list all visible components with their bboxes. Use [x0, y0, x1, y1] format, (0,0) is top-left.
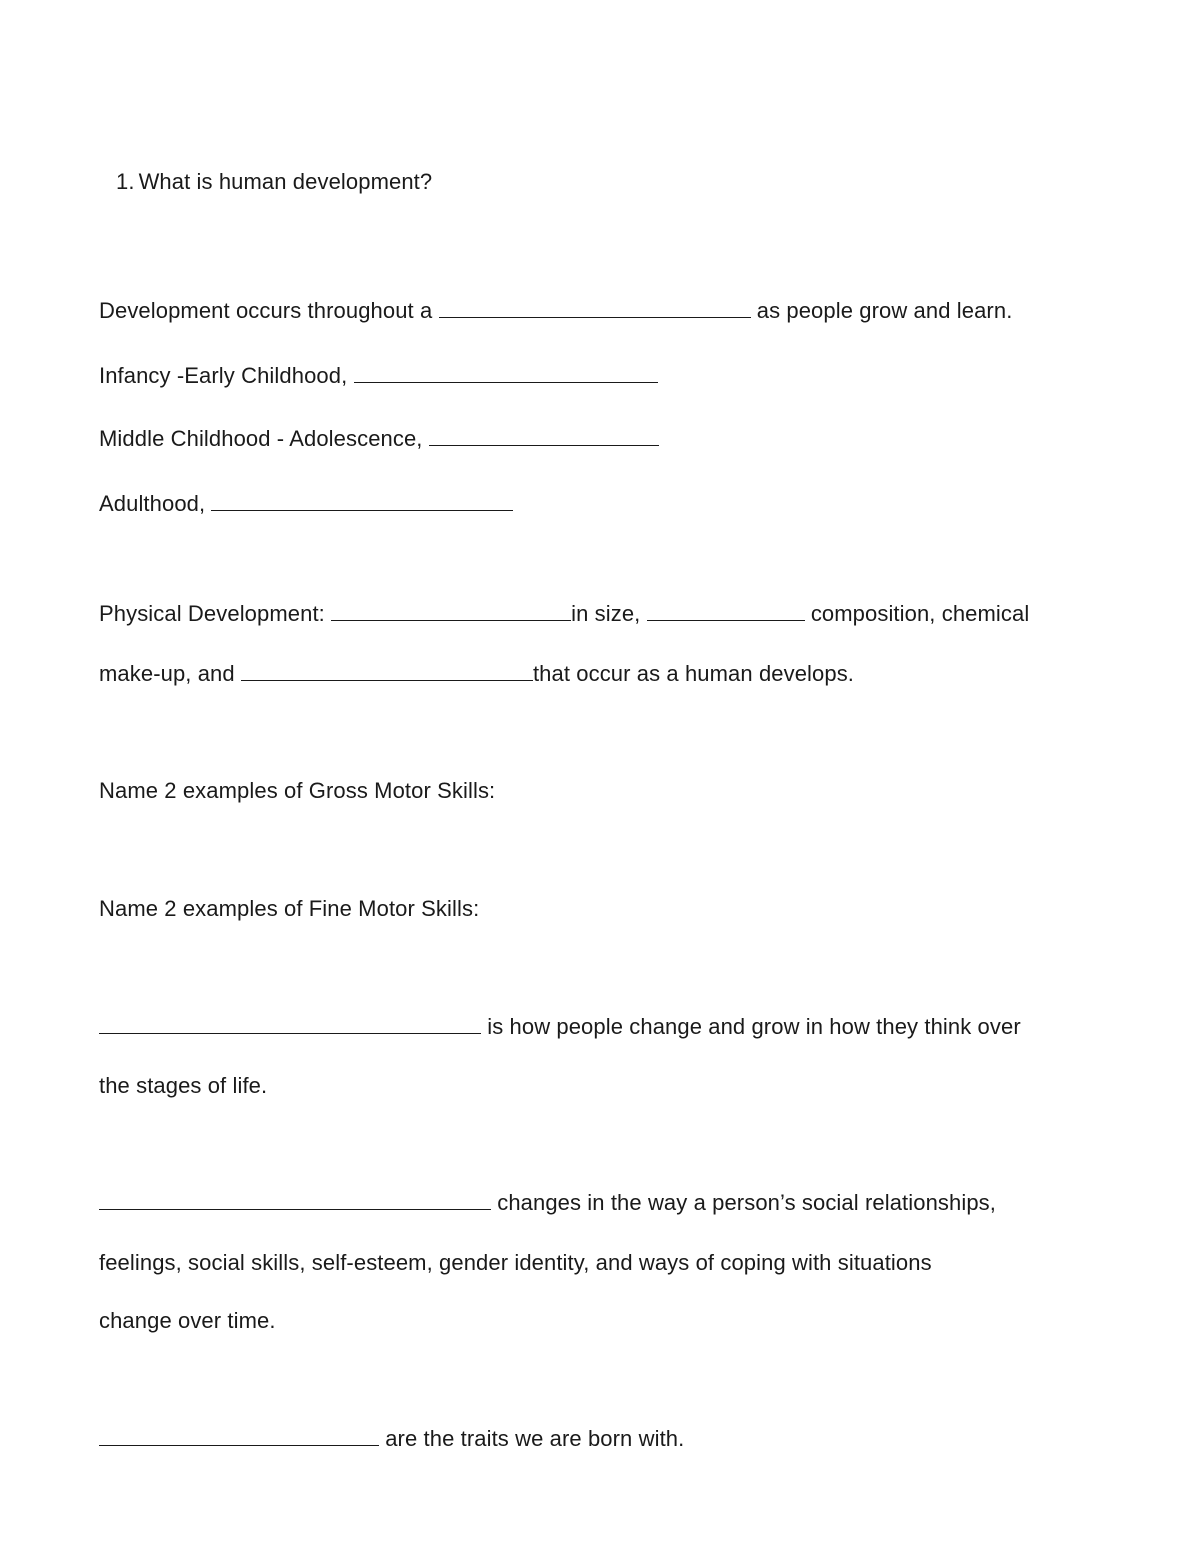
cognitive-text: is how people change and grow in how they think over [487, 1014, 1021, 1039]
traits-text: are the traits we are born with. [385, 1426, 685, 1451]
blank-infancy[interactable] [354, 362, 658, 383]
infancy-line [99, 361, 658, 391]
blank-physical-3[interactable] [241, 660, 533, 681]
gross-motor-text: Name 2 examples of Gross Motor Skills: [99, 778, 496, 803]
blank-middle-childhood[interactable] [429, 425, 659, 446]
development-suffix: as people grow and learn. [756, 298, 1013, 323]
infancy-label: Infancy -Early Childhood, [99, 363, 348, 388]
physical-development-label: Physical Development: [99, 601, 325, 626]
blank-social[interactable] [99, 1189, 491, 1210]
adulthood-label: Adulthood, [99, 491, 206, 516]
development-line [99, 296, 1012, 326]
social-text-3: change over time. [99, 1308, 276, 1333]
question-number: 1. [116, 169, 135, 194]
physical-composition-text: composition, chemical [810, 601, 1030, 626]
middle-childhood-label: Middle Childhood - Adolescence, [99, 426, 423, 451]
social-text: changes in the way a person’s social relationships, [497, 1190, 996, 1215]
social-line [99, 1188, 996, 1218]
physical-development-line-2 [99, 659, 854, 689]
blank-traits[interactable] [99, 1425, 379, 1446]
physical-makeup-text: make-up, and [99, 661, 235, 686]
cognitive-line-2 [99, 1071, 267, 1101]
social-text-2: feelings, social skills, self-esteem, gender identity, and ways of coping with situations [99, 1250, 932, 1275]
blank-cognitive[interactable] [99, 1013, 481, 1034]
cognitive-line [99, 1012, 1021, 1042]
cognitive-text-2: the stages of life. [99, 1073, 268, 1098]
question-text: What is human development? [138, 169, 433, 194]
gross-motor-prompt [99, 776, 495, 806]
blank-lifespan[interactable] [439, 297, 751, 318]
social-line-3 [99, 1306, 276, 1336]
middle-childhood-line [99, 424, 659, 454]
adulthood-line [99, 489, 513, 519]
blank-physical-1[interactable] [331, 600, 571, 621]
fine-motor-text: Name 2 examples of Fine Motor Skills: [99, 896, 480, 921]
fine-motor-prompt [99, 894, 479, 924]
physical-suffix: that occur as a human develops. [532, 661, 855, 686]
social-line-2 [99, 1248, 932, 1278]
question-1 [116, 167, 432, 197]
traits-line [99, 1424, 684, 1454]
development-prefix: Development occurs throughout a [99, 298, 433, 323]
blank-adulthood[interactable] [211, 490, 513, 511]
physical-size-text: in size, [571, 601, 641, 626]
physical-development-line [99, 599, 1029, 629]
blank-physical-2[interactable] [647, 600, 805, 621]
